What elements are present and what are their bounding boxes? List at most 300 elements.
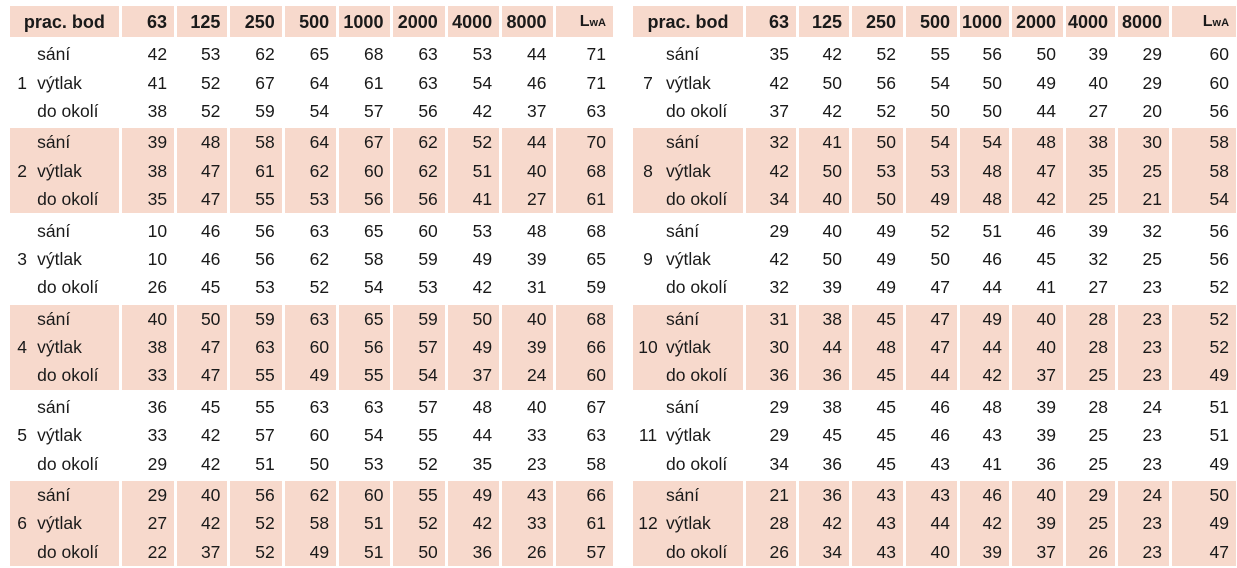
- band-value: 42: [796, 97, 849, 125]
- row-label: sání: [663, 302, 743, 333]
- lwa-value: 71: [553, 40, 613, 68]
- band-value: 57: [227, 421, 281, 449]
- band-value: 54: [445, 68, 499, 96]
- band-value: 67: [336, 125, 390, 156]
- band-value: 49: [445, 245, 499, 273]
- band-value: 60: [336, 478, 390, 509]
- band-value: 42: [445, 97, 499, 125]
- band-value: 42: [174, 509, 227, 537]
- noise-table-left: [10, 6, 613, 566]
- lwa-value: 56: [1169, 245, 1236, 273]
- band-value: 50: [957, 97, 1009, 125]
- band-value: 50: [957, 68, 1009, 96]
- band-value: 10: [119, 245, 174, 273]
- lwa-value: 58: [553, 449, 613, 477]
- band-value: 53: [849, 157, 903, 185]
- band-value: 52: [227, 509, 281, 537]
- band-value: 39: [1009, 390, 1063, 421]
- row-label: výtlak: [34, 333, 119, 361]
- band-value: 25: [1063, 185, 1115, 213]
- band-value: 65: [336, 302, 390, 333]
- band-value: 56: [336, 333, 390, 361]
- lwa-value: 56: [1169, 213, 1236, 244]
- band-value: 60: [282, 421, 336, 449]
- band-value: 40: [1009, 333, 1063, 361]
- lwa-value: 58: [1169, 125, 1236, 156]
- table-row: [10, 333, 613, 361]
- band-value: 40: [499, 302, 553, 333]
- band-value: 38: [796, 390, 849, 421]
- band-value: 22: [119, 538, 174, 566]
- band-value: 50: [445, 302, 499, 333]
- band-value: 39: [1063, 213, 1115, 244]
- band-value: 63: [282, 213, 336, 244]
- band-value: 46: [957, 478, 1009, 509]
- row-label: do okolí: [666, 277, 728, 298]
- band-value: 44: [445, 421, 499, 449]
- table-row: [633, 157, 1236, 185]
- table-row: [633, 538, 1236, 566]
- band-value: 40: [796, 185, 849, 213]
- band-value: 49: [849, 273, 903, 301]
- band-value: 36: [445, 538, 499, 566]
- band-value: 50: [1009, 40, 1063, 68]
- lwa-value: 47: [1169, 538, 1236, 566]
- band-value: 54: [903, 68, 957, 96]
- table-row: [633, 273, 1236, 301]
- band-value: 63: [282, 302, 336, 333]
- lwa-value: 52: [1169, 273, 1236, 301]
- row-label: sání: [663, 390, 743, 421]
- lwa-value: 63: [553, 421, 613, 449]
- band-value: 37: [445, 361, 499, 389]
- band-value: 47: [903, 333, 957, 361]
- band-value: 47: [174, 157, 227, 185]
- band-value: 45: [849, 361, 903, 389]
- band-value: 29: [1115, 40, 1169, 68]
- table-row: [10, 68, 613, 96]
- band-value: 65: [336, 213, 390, 244]
- band-value: 23: [1115, 509, 1169, 537]
- band-value: 27: [1063, 97, 1115, 125]
- row-label: sání: [666, 44, 700, 65]
- band-value: 44: [499, 125, 553, 156]
- row-label: do okolí: [663, 361, 743, 389]
- band-value: 30: [743, 333, 796, 361]
- band-value: 28: [1063, 333, 1115, 361]
- header-band-1000: 1000: [957, 6, 1009, 40]
- band-value: 51: [445, 157, 499, 185]
- row-label: výtlak: [663, 157, 743, 185]
- band-value: 54: [282, 97, 336, 125]
- band-value: 55: [227, 390, 281, 421]
- band-value: 26: [119, 273, 174, 301]
- lwa-value: 50: [1169, 478, 1236, 509]
- band-value: 21: [1115, 185, 1169, 213]
- band-value: 40: [1063, 68, 1115, 96]
- band-value: 36: [796, 449, 849, 477]
- band-value: 24: [499, 361, 553, 389]
- header-band-250: 250: [227, 6, 281, 40]
- band-value: 42: [174, 421, 227, 449]
- band-value: 37: [499, 97, 553, 125]
- table-row: [10, 157, 613, 185]
- band-value: 31: [743, 302, 796, 333]
- band-value: 53: [174, 40, 227, 68]
- band-value: 55: [390, 478, 444, 509]
- band-value: 42: [796, 40, 849, 68]
- lwa-value: 68: [553, 302, 613, 333]
- band-value: 54: [336, 421, 390, 449]
- band-value: 62: [227, 40, 281, 68]
- lwa-value: 65: [553, 245, 613, 273]
- band-value: 46: [903, 390, 957, 421]
- band-value: 36: [119, 390, 174, 421]
- table-row: [633, 333, 1236, 361]
- band-value: 48: [174, 125, 227, 156]
- band-value: 52: [903, 213, 957, 244]
- band-value: 46: [957, 245, 1009, 273]
- band-value: 56: [227, 478, 281, 509]
- band-value: 34: [796, 538, 849, 566]
- table-row: [10, 125, 613, 156]
- band-value: 59: [390, 302, 444, 333]
- band-value: 65: [282, 40, 336, 68]
- band-value: 44: [796, 333, 849, 361]
- point-number: 11: [633, 390, 663, 478]
- band-value: 32: [1063, 245, 1115, 273]
- row-label: sání: [34, 302, 119, 333]
- band-value: 47: [903, 273, 957, 301]
- lwa-value: 52: [1169, 302, 1236, 333]
- lwa-value: 61: [553, 185, 613, 213]
- header-title: prac. bod: [10, 6, 119, 40]
- point-number: 1: [17, 72, 27, 93]
- band-value: 41: [119, 68, 174, 96]
- header-band-125: 125: [796, 6, 849, 40]
- band-value: 47: [1009, 157, 1063, 185]
- lwa-subscript: wA: [1212, 17, 1230, 29]
- band-value: 33: [499, 509, 553, 537]
- band-value: 25: [1115, 157, 1169, 185]
- band-value: 49: [849, 245, 903, 273]
- point-number: 3: [10, 213, 34, 301]
- band-value: 33: [499, 421, 553, 449]
- band-value: 43: [849, 538, 903, 566]
- band-value: 45: [796, 421, 849, 449]
- row-label: do okolí: [34, 185, 119, 213]
- row-label: do okolí: [37, 100, 99, 121]
- lwa-value: 59: [553, 273, 613, 301]
- band-value: 44: [957, 273, 1009, 301]
- band-value: 63: [227, 333, 281, 361]
- band-value: 25: [1063, 421, 1115, 449]
- band-value: 56: [390, 185, 444, 213]
- table-row: [633, 185, 1236, 213]
- band-value: 36: [796, 361, 849, 389]
- band-value: 43: [849, 478, 903, 509]
- band-value: 35: [743, 40, 796, 68]
- band-value: 50: [282, 449, 336, 477]
- band-value: 44: [903, 509, 957, 537]
- band-value: 39: [1063, 40, 1115, 68]
- band-value: 45: [849, 302, 903, 333]
- band-value: 45: [1009, 245, 1063, 273]
- band-value: 42: [957, 509, 1009, 537]
- point-number: 7: [643, 72, 653, 93]
- band-value: 40: [903, 538, 957, 566]
- band-value: 52: [390, 509, 444, 537]
- band-value: 58: [336, 245, 390, 273]
- lwa-value: 58: [1169, 157, 1236, 185]
- band-value: 21: [743, 478, 796, 509]
- band-value: 51: [227, 449, 281, 477]
- band-value: 39: [957, 538, 1009, 566]
- table-row: [10, 509, 613, 537]
- table-row: [633, 245, 1236, 273]
- band-value: 57: [390, 333, 444, 361]
- row-label: sání: [37, 44, 71, 65]
- band-value: 23: [499, 449, 553, 477]
- header-band-8000: 8000: [499, 6, 553, 40]
- band-value: 53: [903, 157, 957, 185]
- band-value: 23: [1115, 302, 1169, 333]
- band-value: 26: [499, 538, 553, 566]
- band-value: 48: [1009, 125, 1063, 156]
- band-value: 44: [957, 333, 1009, 361]
- band-value: 32: [743, 273, 796, 301]
- band-value: 63: [390, 40, 444, 68]
- band-value: 41: [796, 125, 849, 156]
- point-number: 8: [633, 125, 663, 213]
- band-value: 34: [743, 449, 796, 477]
- row-label: výtlak: [34, 509, 119, 537]
- band-value: 57: [336, 97, 390, 125]
- lwa-value: 61: [553, 509, 613, 537]
- band-value: 62: [390, 157, 444, 185]
- band-value: 23: [1115, 273, 1169, 301]
- band-value: 29: [743, 421, 796, 449]
- band-value: 36: [743, 361, 796, 389]
- header-band-4000: 4000: [1063, 6, 1115, 40]
- band-value: 58: [282, 509, 336, 537]
- band-value: 64: [282, 68, 336, 96]
- band-value: 50: [390, 538, 444, 566]
- row-label: výtlak: [663, 509, 743, 537]
- band-value: 54: [903, 125, 957, 156]
- band-value: 29: [743, 390, 796, 421]
- band-value: 40: [1009, 302, 1063, 333]
- lwa-value: 57: [553, 538, 613, 566]
- band-value: 39: [499, 333, 553, 361]
- row-label: do okolí: [663, 185, 743, 213]
- band-value: 53: [282, 185, 336, 213]
- band-value: 43: [957, 421, 1009, 449]
- table-row: [10, 390, 613, 421]
- band-value: 48: [957, 157, 1009, 185]
- band-value: 59: [390, 245, 444, 273]
- header-band-125: 125: [174, 6, 227, 40]
- table-row: [10, 273, 613, 301]
- band-value: 59: [227, 97, 281, 125]
- table-row: [10, 361, 613, 389]
- band-value: 27: [1063, 273, 1115, 301]
- lwa-value: 54: [1169, 185, 1236, 213]
- band-value: 55: [390, 421, 444, 449]
- band-value: 52: [174, 68, 227, 96]
- band-value: 49: [445, 333, 499, 361]
- row-label: výtlak: [666, 248, 711, 269]
- band-value: 56: [957, 40, 1009, 68]
- band-value: 25: [1063, 509, 1115, 537]
- band-value: 40: [499, 157, 553, 185]
- band-value: 49: [282, 361, 336, 389]
- band-value: 50: [849, 185, 903, 213]
- band-value: 42: [743, 68, 796, 96]
- band-value: 60: [282, 333, 336, 361]
- point-number: 12: [633, 478, 663, 566]
- table-row: [10, 478, 613, 509]
- band-value: 39: [796, 273, 849, 301]
- band-value: 25: [1063, 361, 1115, 389]
- table-row: [633, 449, 1236, 477]
- table-row: [10, 185, 613, 213]
- lwa-value: 63: [553, 97, 613, 125]
- band-value: 53: [336, 449, 390, 477]
- lwa-value: 66: [553, 333, 613, 361]
- band-value: 44: [1009, 97, 1063, 125]
- band-value: 39: [119, 125, 174, 156]
- band-value: 57: [390, 390, 444, 421]
- row-label: sání: [34, 125, 119, 156]
- band-value: 40: [174, 478, 227, 509]
- lwa-subscript: wA: [589, 17, 606, 29]
- band-value: 51: [336, 509, 390, 537]
- band-value: 58: [227, 125, 281, 156]
- band-value: 29: [1063, 478, 1115, 509]
- band-value: 43: [849, 509, 903, 537]
- table-row: [10, 421, 613, 449]
- band-value: 33: [119, 361, 174, 389]
- band-value: 63: [390, 68, 444, 96]
- band-value: 56: [336, 185, 390, 213]
- band-value: 35: [445, 449, 499, 477]
- band-value: 50: [796, 68, 849, 96]
- band-value: 36: [796, 478, 849, 509]
- row-label: do okolí: [37, 453, 99, 474]
- band-value: 50: [174, 302, 227, 333]
- band-value: 29: [119, 449, 174, 477]
- band-value: 48: [957, 185, 1009, 213]
- band-value: 43: [903, 449, 957, 477]
- band-value: 29: [743, 213, 796, 244]
- band-value: 52: [174, 97, 227, 125]
- lwa-value: 52: [1169, 333, 1236, 361]
- row-label: výtlak: [666, 425, 711, 446]
- band-value: 40: [796, 213, 849, 244]
- lwa-value: 49: [1169, 509, 1236, 537]
- band-value: 51: [957, 213, 1009, 244]
- band-value: 49: [849, 213, 903, 244]
- row-label: do okolí: [666, 453, 728, 474]
- point-number: 9: [633, 213, 663, 301]
- header-band-4000: 4000: [445, 6, 499, 40]
- band-value: 56: [849, 68, 903, 96]
- header-title: prac. bod: [633, 6, 743, 40]
- lwa-symbol: L: [579, 13, 590, 30]
- row-label: výtlak: [37, 425, 82, 446]
- row-label: výtlak: [37, 72, 82, 93]
- header-band-63: 63: [743, 6, 796, 40]
- band-value: 56: [227, 245, 281, 273]
- band-value: 27: [499, 185, 553, 213]
- point-number: 2: [10, 125, 34, 213]
- table-row: [10, 213, 613, 244]
- band-value: 48: [499, 213, 553, 244]
- band-value: 20: [1115, 97, 1169, 125]
- band-value: 49: [445, 478, 499, 509]
- header-band-1000: 1000: [336, 6, 390, 40]
- band-value: 64: [282, 125, 336, 156]
- band-value: 37: [174, 538, 227, 566]
- table-row: [633, 302, 1236, 333]
- table-row: [10, 40, 613, 68]
- band-value: 45: [174, 273, 227, 301]
- lwa-value: 71: [553, 68, 613, 96]
- band-value: 23: [1115, 449, 1169, 477]
- band-value: 28: [1063, 302, 1115, 333]
- band-value: 48: [849, 333, 903, 361]
- band-value: 49: [1009, 68, 1063, 96]
- band-value: 55: [227, 361, 281, 389]
- band-value: 52: [849, 97, 903, 125]
- band-value: 55: [336, 361, 390, 389]
- band-value: 32: [1115, 213, 1169, 244]
- row-label: výtlak: [37, 248, 82, 269]
- lwa-value: 56: [1169, 97, 1236, 125]
- row-label: do okolí: [34, 361, 119, 389]
- band-value: 54: [957, 125, 1009, 156]
- band-value: 38: [1063, 125, 1115, 156]
- lwa-value: 60: [553, 361, 613, 389]
- band-value: 53: [390, 273, 444, 301]
- row-label: do okolí: [34, 538, 119, 566]
- band-value: 10: [119, 213, 174, 244]
- table-row: [10, 97, 613, 125]
- band-value: 47: [174, 185, 227, 213]
- band-value: 51: [336, 538, 390, 566]
- band-value: 50: [903, 97, 957, 125]
- band-value: 31: [499, 273, 553, 301]
- band-value: 52: [227, 538, 281, 566]
- band-value: 47: [903, 302, 957, 333]
- table-row: [10, 302, 613, 333]
- header-lwa: [553, 6, 613, 40]
- band-value: 42: [174, 449, 227, 477]
- noise-table-right: [633, 6, 1236, 566]
- band-value: 37: [1009, 538, 1063, 566]
- band-value: 27: [119, 509, 174, 537]
- band-value: 47: [174, 333, 227, 361]
- table-row: [633, 68, 1236, 96]
- row-label: sání: [34, 478, 119, 509]
- table-row: [633, 390, 1236, 421]
- row-label: výtlak: [34, 157, 119, 185]
- band-value: 53: [445, 40, 499, 68]
- band-value: 45: [849, 390, 903, 421]
- band-value: 26: [1063, 538, 1115, 566]
- row-label: sání: [663, 125, 743, 156]
